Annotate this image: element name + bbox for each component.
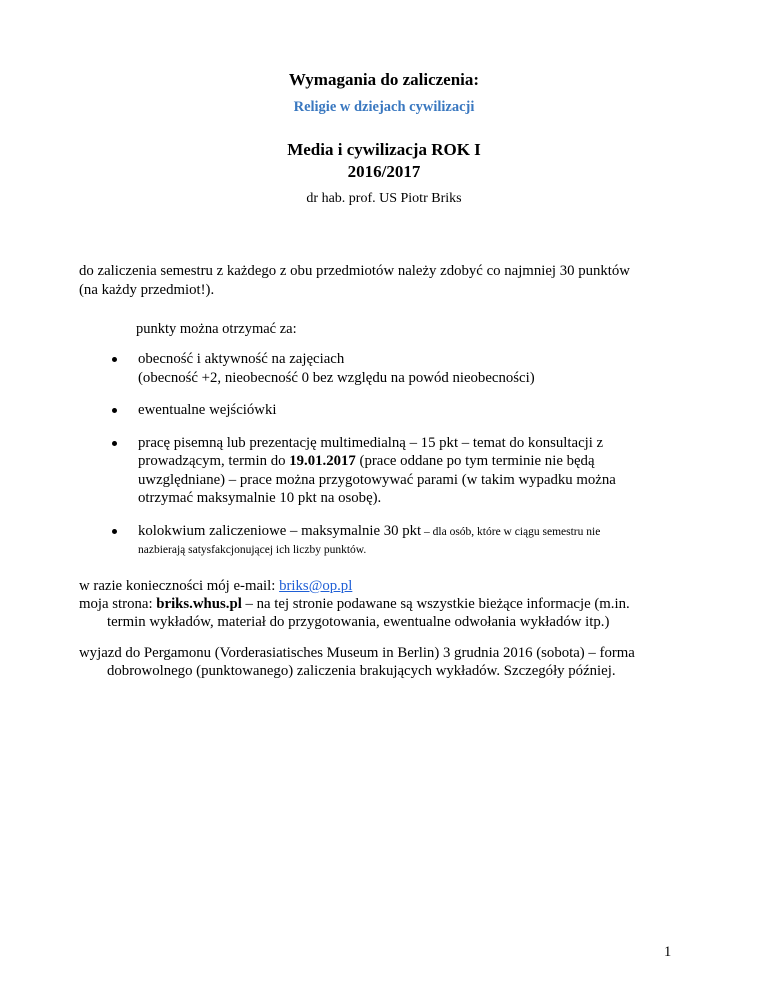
quizzes-line-1: ewentualne wejściówki	[138, 402, 277, 418]
attendance-line-1: obecność i aktywność na zajęciach	[138, 351, 345, 367]
email-line	[79, 578, 352, 595]
course-heading: Media i cywilizacja ROK I	[287, 140, 481, 159]
website-description-2: termin wykładów, materiał do przygotowania, ewentualne odwołania wykładów itp.)	[107, 614, 610, 630]
paper-line-3: uwzględniane) – prace można przygotowywać parami (w takim wypadku można	[138, 471, 616, 488]
requirements-line-2: (na każdy przedmiot!).	[79, 282, 215, 298]
paper-line-2-post: (prace oddane po tym terminie nie będą	[355, 453, 595, 469]
paper-deadline: 19.01.2017	[289, 453, 356, 469]
bullet-icon	[112, 441, 117, 446]
page-number: 1	[664, 944, 672, 960]
colloquium-line-1	[138, 522, 672, 542]
website-address: briks.whus.pl	[156, 596, 242, 612]
website-description: – na tej stronie podawane są wszystkie bieżące informacje (m.in.	[241, 596, 630, 612]
trip-line-1: wyjazd do Pergamonu (Vorderasiatisches Museum in Berlin) 3 grudnia 2016 (sobota) – forma	[79, 645, 635, 661]
email-label: w razie konieczności mój e-mail:	[79, 578, 280, 594]
requirements-line-1: do zaliczenia semestru z każdego z obu przedmiotów należy zdobyć co najmniej 30 punktów	[79, 263, 630, 279]
document-title: Wymagania do zaliczenia:	[288, 70, 480, 89]
lecturer-name: dr hab. prof. US Piotr Briks	[306, 191, 462, 206]
website-line	[79, 596, 630, 613]
bullet-icon	[112, 357, 117, 362]
bullet-icon	[112, 408, 117, 413]
list-item-paper	[112, 434, 672, 508]
points-intro: punkty można otrzymać za:	[136, 321, 297, 337]
website-label: moja strona:	[79, 596, 157, 612]
list-item-attendance	[112, 350, 672, 387]
colloquium-note: – dla osób, które w ciągu semestru nie	[421, 525, 601, 538]
bullet-icon	[112, 529, 117, 534]
academic-year: 2016/2017	[347, 162, 421, 181]
paper-line-1: pracę pisemną lub prezentację multimedialną – 15 pkt – temat do konsultacji z	[138, 434, 604, 451]
paper-line-4: otrzymać maksymalnie 10 pkt na osobę).	[138, 490, 382, 506]
paper-line-2	[138, 452, 672, 471]
email-link[interactable]: briks@op.pl	[279, 578, 353, 594]
list-item-quizzes	[112, 401, 672, 420]
attendance-line-2: (obecność +2, nieobecność 0 bez względu na powód nieobecności)	[138, 369, 535, 386]
list-item-colloquium	[112, 522, 672, 560]
colloquium-main: kolokwium zaliczeniowe – maksymalnie 30 pkt	[138, 522, 422, 539]
paper-line-2-pre: prowadzącym, termin do	[138, 453, 290, 469]
trip-line-2: dobrowolnego (punktowanego) zaliczenia brakujących wykładów. Szczegóły później.	[107, 663, 616, 679]
colloquium-line-2: nazbierają satysfakcjonującej ich liczby punktów.	[138, 544, 367, 556]
course-subtitle: Religie w dziejach cywilizacji	[293, 99, 475, 115]
points-list	[112, 350, 672, 560]
